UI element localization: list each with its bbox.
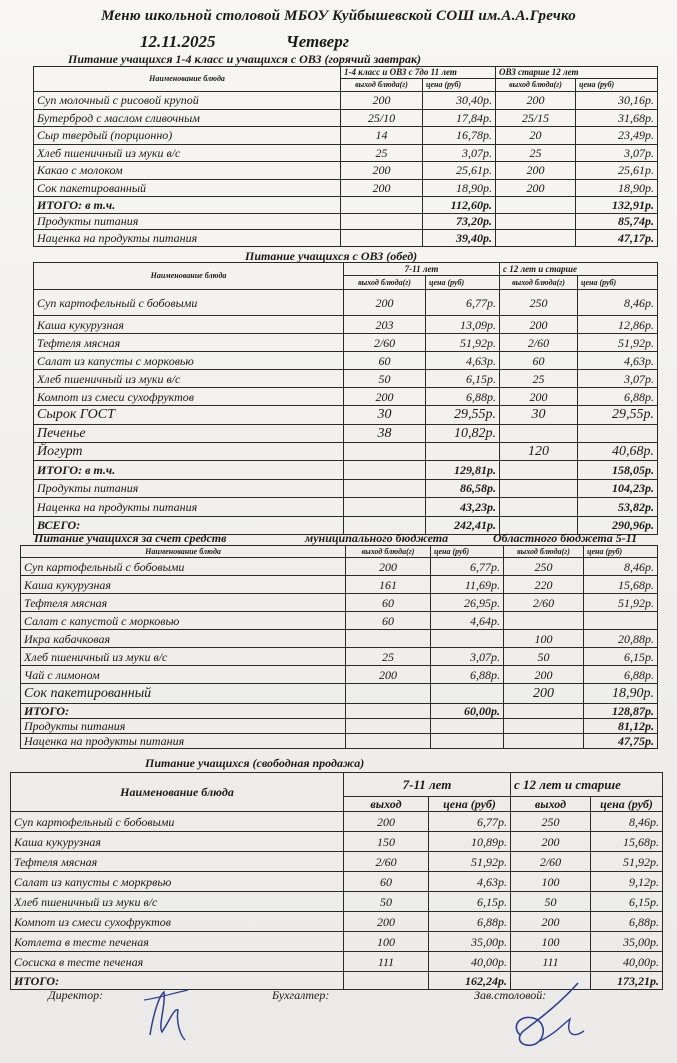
output-b: 200 xyxy=(504,684,584,704)
output-b: 200 xyxy=(496,92,576,110)
table-row xyxy=(34,109,658,127)
section1-title: Питание учащихся 1-4 класс и учащихся с ОВЗ (горячий завтрак) xyxy=(68,52,422,66)
table-row xyxy=(11,892,663,912)
dish-name: Хлеб пшеничный из муки в/с xyxy=(11,892,344,912)
output-a: 111 xyxy=(344,952,429,972)
empty-cell xyxy=(344,479,426,498)
col-header-output: выход блюда(г) xyxy=(496,79,576,92)
table-row xyxy=(34,406,658,425)
empty-cell xyxy=(341,230,423,247)
total-price-a xyxy=(431,719,504,734)
price-b: 8,46р. xyxy=(584,558,658,576)
accountant-label: Бухгалтер: xyxy=(272,988,330,1002)
total-label: ИТОГО: xyxy=(11,972,344,990)
menu-date: 12.11.2025 xyxy=(140,32,216,51)
dish-name: Суп картофельный с бобовыми xyxy=(34,290,344,316)
price-b: 3,07р. xyxy=(578,370,658,388)
total-label: Наценка на продукты питания xyxy=(34,498,344,517)
price-a: 26,95р. xyxy=(431,594,504,612)
dish-name: Компот из смеси сухофруктов xyxy=(11,912,344,932)
total-row xyxy=(21,734,658,749)
table-row xyxy=(34,352,658,370)
output-b: 2/60 xyxy=(500,334,578,352)
price-b: 8,46р. xyxy=(591,812,663,832)
total-row xyxy=(21,719,658,734)
col-header-dish: Наименование блюда xyxy=(34,67,341,92)
empty-cell xyxy=(496,230,576,247)
table-row xyxy=(11,912,663,932)
price-a: 17,84р. xyxy=(423,109,496,127)
output-b: 100 xyxy=(511,872,591,892)
output-a: 200 xyxy=(344,388,426,406)
section4-title: Питание учащихся (свободная продажа) xyxy=(145,756,365,770)
output-b: 30 xyxy=(500,406,578,425)
total-price-a: 43,23р. xyxy=(426,498,500,517)
dish-name: Бутерброд с маслом сливочным xyxy=(34,109,341,127)
output-a xyxy=(344,443,426,461)
output-a: 203 xyxy=(344,316,426,334)
empty-cell xyxy=(344,498,426,517)
price-a: 3,07р. xyxy=(431,648,504,666)
output-b: 25 xyxy=(496,144,576,162)
price-a: 10,89р. xyxy=(429,832,511,852)
table-row xyxy=(11,832,663,852)
empty-cell xyxy=(496,197,576,214)
table-row xyxy=(21,558,658,576)
col-header-price: цена (руб) xyxy=(578,276,658,290)
total-price-a: 60,00р. xyxy=(431,704,504,719)
director-label: Директор: xyxy=(48,988,104,1002)
empty-cell xyxy=(346,704,431,719)
price-a: 3,07р. xyxy=(423,144,496,162)
dish-name: Котлета в тесте печеная xyxy=(11,932,344,952)
price-a: 4,64р. xyxy=(431,612,504,630)
output-a: 60 xyxy=(344,352,426,370)
output-b: 200 xyxy=(500,388,578,406)
dish-name: Чай с лимоном xyxy=(21,666,346,684)
output-a: 161 xyxy=(346,576,431,594)
canteen-head-label: Зав.столовой: xyxy=(474,988,547,1002)
output-a xyxy=(346,630,431,648)
table-row xyxy=(21,684,658,704)
price-a: 6,77р. xyxy=(429,812,511,832)
table-row xyxy=(34,425,658,443)
col-header-dish: Наименование блюда xyxy=(34,263,344,290)
dish-name: Суп картофельный с бобовыми xyxy=(21,558,346,576)
total-row xyxy=(21,704,658,719)
total-price-a: 242,41р. xyxy=(426,516,500,535)
col-header-dish: Наименование блюда xyxy=(21,546,346,558)
col-header-dish: Наименование блюда xyxy=(11,773,344,812)
total-price-b: 53,82р. xyxy=(578,498,658,517)
output-b: 50 xyxy=(511,892,591,912)
col-header-price: цена (руб) xyxy=(591,797,663,812)
output-a: 25/10 xyxy=(341,109,423,127)
total-price-b: 132,91р. xyxy=(576,197,658,214)
output-a: 60 xyxy=(346,612,431,630)
output-a xyxy=(346,684,431,704)
col-header-output: выход xyxy=(511,797,591,812)
document-title: Меню школьной столовой МБОУ Куйбышевской СОШ им.А.А.Гречко xyxy=(101,8,576,24)
table-row xyxy=(34,92,658,110)
dish-name: Компот из смеси сухофруктов xyxy=(34,388,344,406)
table-row xyxy=(21,630,658,648)
empty-cell xyxy=(500,498,578,517)
output-b xyxy=(500,425,578,443)
dish-name: Салат из капусты с моркрвью xyxy=(11,872,344,892)
table-row xyxy=(11,852,663,872)
group-header-b: с 12 лет и старше xyxy=(500,263,658,276)
lunch-table xyxy=(33,262,658,535)
total-row xyxy=(34,230,658,247)
total-label: ВСЕГО: xyxy=(34,516,344,535)
table-row xyxy=(34,388,658,406)
output-a: 200 xyxy=(344,290,426,316)
output-b: 200 xyxy=(504,666,584,684)
dish-name: Икра кабачковая xyxy=(21,630,346,648)
output-a: 200 xyxy=(341,179,423,197)
price-a: 6,77р. xyxy=(426,290,500,316)
empty-cell xyxy=(346,734,431,749)
table-row xyxy=(21,594,658,612)
table-row xyxy=(34,144,658,162)
col-header-output: выход блюда(г) xyxy=(500,276,578,290)
price-a: 10,82р. xyxy=(426,425,500,443)
output-b: 50 xyxy=(504,648,584,666)
group-header-a: 7-11 лет xyxy=(344,773,511,797)
dish-name: Сок пакетированный xyxy=(34,179,341,197)
dish-name: Какао с молоком xyxy=(34,162,341,180)
total-label: Наценка на продукты питания xyxy=(21,734,346,749)
total-row xyxy=(34,498,658,517)
price-b: 51,92р. xyxy=(578,334,658,352)
total-price-a: 129,81р. xyxy=(426,461,500,480)
table-row xyxy=(34,127,658,145)
price-a: 6,15р. xyxy=(429,892,511,912)
group-header-b: ОВЗ старше 12 лет xyxy=(496,67,658,79)
output-b: 200 xyxy=(496,162,576,180)
output-a: 60 xyxy=(346,594,431,612)
total-price-b: 128,87р. xyxy=(584,704,658,719)
total-price-b: 158,05р. xyxy=(578,461,658,480)
table-row xyxy=(11,952,663,972)
total-price-a: 73,20р. xyxy=(423,213,496,230)
price-a: 6,88р. xyxy=(426,388,500,406)
table-row xyxy=(11,872,663,892)
price-b: 40,00р. xyxy=(591,952,663,972)
total-row xyxy=(34,197,658,214)
total-row xyxy=(34,461,658,480)
dish-name: Йогурт xyxy=(34,443,344,461)
output-b: 2/60 xyxy=(504,594,584,612)
output-b: 20 xyxy=(496,127,576,145)
section3-title-mid: муниципального бюджета xyxy=(305,531,449,545)
table-row xyxy=(21,648,658,666)
output-b: 250 xyxy=(504,558,584,576)
total-price-b: 47,75р. xyxy=(584,734,658,749)
output-b xyxy=(504,612,584,630)
dish-name: Тефтеля мясная xyxy=(21,594,346,612)
output-a: 50 xyxy=(344,370,426,388)
output-a: 200 xyxy=(341,92,423,110)
total-label: Продукты питания xyxy=(34,213,341,230)
price-b: 40,68р. xyxy=(578,443,658,461)
table-row xyxy=(21,666,658,684)
dish-name: Сок пакетированный xyxy=(21,684,346,704)
price-a: 6,77р. xyxy=(431,558,504,576)
output-a: 2/60 xyxy=(344,334,426,352)
total-price-b: 85,74р. xyxy=(576,213,658,230)
price-b: 6,88р. xyxy=(584,666,658,684)
total-label: Наценка на продукты питания xyxy=(34,230,341,247)
price-b: 51,92р. xyxy=(584,594,658,612)
price-a: 25,61р. xyxy=(423,162,496,180)
total-row xyxy=(34,479,658,498)
empty-cell xyxy=(500,479,578,498)
breakfast-table xyxy=(33,66,658,247)
price-b: 25,61р. xyxy=(576,162,658,180)
output-b: 25/15 xyxy=(496,109,576,127)
output-a: 200 xyxy=(346,558,431,576)
total-price-b: 173,21р. xyxy=(591,972,663,990)
price-b: 3,07р. xyxy=(576,144,658,162)
price-a: 29,55р. xyxy=(426,406,500,425)
output-b: 200 xyxy=(496,179,576,197)
price-a: 18,90р. xyxy=(423,179,496,197)
output-a: 150 xyxy=(344,832,429,852)
price-a: 13,09р. xyxy=(426,316,500,334)
table-row xyxy=(34,316,658,334)
price-b: 12,86р. xyxy=(578,316,658,334)
empty-cell xyxy=(496,213,576,230)
output-b: 2/60 xyxy=(511,852,591,872)
price-a: 16,78р. xyxy=(423,127,496,145)
price-a: 30,40р. xyxy=(423,92,496,110)
price-b: 6,15р. xyxy=(584,648,658,666)
dish-name: Суп картофельный с бобовыми xyxy=(11,812,344,832)
group-header-a: 1-4 класс и ОВЗ с 7до 11 лет xyxy=(341,67,496,79)
section2-title: Питание учащихся с ОВЗ (обед) xyxy=(245,249,418,263)
col-header-price: цена (руб) xyxy=(576,79,658,92)
output-a: 38 xyxy=(344,425,426,443)
group-header-b: с 12 лет и старше xyxy=(511,773,663,797)
dish-name: Хлеб пшеничный из муки в/с xyxy=(34,144,341,162)
price-b: 4,63р. xyxy=(578,352,658,370)
price-b: 15,68р. xyxy=(584,576,658,594)
price-a xyxy=(426,443,500,461)
output-a: 60 xyxy=(344,872,429,892)
output-b: 250 xyxy=(511,812,591,832)
total-price-a: 112,60р. xyxy=(423,197,496,214)
total-price-a: 86,58р. xyxy=(426,479,500,498)
col-header-output: выход блюда(г) xyxy=(344,276,426,290)
price-a: 35,00р. xyxy=(429,932,511,952)
dish-name: Каша кукурузная xyxy=(34,316,344,334)
price-b: 6,88р. xyxy=(578,388,658,406)
budget-table xyxy=(20,545,658,749)
output-b: 111 xyxy=(511,952,591,972)
price-b: 20,88р. xyxy=(584,630,658,648)
price-b: 31,68р. xyxy=(576,109,658,127)
price-a: 6,15р. xyxy=(426,370,500,388)
table-row xyxy=(34,290,658,316)
dish-name: Каша кукурузная xyxy=(21,576,346,594)
output-a: 25 xyxy=(341,144,423,162)
total-price-b: 290,96р. xyxy=(578,516,658,535)
table-row xyxy=(34,162,658,180)
price-a: 11,69р. xyxy=(431,576,504,594)
total-price-b: 47,17р. xyxy=(576,230,658,247)
col-header-output: выход блюда(г) xyxy=(341,79,423,92)
price-a: 40,00р. xyxy=(429,952,511,972)
empty-cell xyxy=(344,461,426,480)
total-label: Продукты питания xyxy=(21,719,346,734)
dish-name: Сырок ГОСТ xyxy=(34,406,344,425)
price-a: 6,88р. xyxy=(431,666,504,684)
empty-cell xyxy=(346,719,431,734)
price-b: 18,90р. xyxy=(576,179,658,197)
empty-cell xyxy=(504,734,584,749)
table-row xyxy=(34,370,658,388)
output-a: 200 xyxy=(344,912,429,932)
price-b: 51,92р. xyxy=(591,852,663,872)
output-b: 120 xyxy=(500,443,578,461)
table-row xyxy=(11,932,663,952)
canteen-head-signature xyxy=(500,975,610,1060)
dish-name: Сосиска в тесте печеная xyxy=(11,952,344,972)
total-label: Продукты питания xyxy=(34,479,344,498)
output-b: 250 xyxy=(500,290,578,316)
total-label: ИТОГО: в т.ч. xyxy=(34,461,344,480)
price-a: 51,92р. xyxy=(426,334,500,352)
dish-name: Салат с капустой с морковью xyxy=(21,612,346,630)
price-a: 4,63р. xyxy=(426,352,500,370)
price-b: 30,16р. xyxy=(576,92,658,110)
output-a: 200 xyxy=(346,666,431,684)
price-a: 4,63р. xyxy=(429,872,511,892)
output-b: 200 xyxy=(500,316,578,334)
empty-cell xyxy=(504,704,584,719)
section3-title-right: Областного бюджета 5-11 xyxy=(493,531,638,545)
col-header-output: выход xyxy=(344,797,429,812)
col-header-price: цена (руб) xyxy=(429,797,511,812)
output-a: 50 xyxy=(344,892,429,912)
total-price-b: 104,23р. xyxy=(578,479,658,498)
dish-name: Тефтеля мясная xyxy=(11,852,344,872)
price-b: 15,68р. xyxy=(591,832,663,852)
col-header-price: цена (руб) xyxy=(423,79,496,92)
table-row xyxy=(34,334,658,352)
col-header-price: цена (руб) xyxy=(584,546,658,558)
col-header-output: выход блюда(г) xyxy=(346,546,431,558)
price-b: 18,90р. xyxy=(584,684,658,704)
dish-name: Хлеб пшеничный из муки в/с xyxy=(21,648,346,666)
empty-cell xyxy=(500,461,578,480)
output-b: 100 xyxy=(504,630,584,648)
empty-cell xyxy=(344,972,429,990)
output-b: 200 xyxy=(511,832,591,852)
table-row xyxy=(34,179,658,197)
total-price-a: 162,24р. xyxy=(429,972,511,990)
table-row xyxy=(11,812,663,832)
total-price-a: 39,40р. xyxy=(423,230,496,247)
price-a: 6,88р. xyxy=(429,912,511,932)
empty-cell xyxy=(504,719,584,734)
output-a: 200 xyxy=(344,812,429,832)
output-b: 220 xyxy=(504,576,584,594)
dish-name: Каша кукурузная xyxy=(11,832,344,852)
table-row xyxy=(34,443,658,461)
price-b: 6,15р. xyxy=(591,892,663,912)
dish-name: Печенье xyxy=(34,425,344,443)
price-b: 9,12р. xyxy=(591,872,663,892)
price-a: 51,92р. xyxy=(429,852,511,872)
output-b: 60 xyxy=(500,352,578,370)
output-a: 30 xyxy=(344,406,426,425)
price-a xyxy=(431,684,504,704)
output-b: 25 xyxy=(500,370,578,388)
empty-cell xyxy=(341,197,423,214)
table-row xyxy=(21,576,658,594)
output-a: 2/60 xyxy=(344,852,429,872)
section3-title-left: Питание учащихся за счет средств xyxy=(34,531,227,545)
dish-name: Тефтеля мясная xyxy=(34,334,344,352)
table-row xyxy=(21,612,658,630)
total-price-a xyxy=(431,734,504,749)
free-sale-table xyxy=(10,772,663,990)
empty-cell xyxy=(341,213,423,230)
dish-name: Сыр твердый (порционно) xyxy=(34,127,341,145)
output-a: 100 xyxy=(344,932,429,952)
dish-name: Хлеб пшеничный из муки в/с xyxy=(34,370,344,388)
price-b: 8,46р. xyxy=(578,290,658,316)
price-b: 6,88р. xyxy=(591,912,663,932)
col-header-price: цена (руб) xyxy=(431,546,504,558)
dish-name: Суп молочный с рисовой крупой xyxy=(34,92,341,110)
total-label: ИТОГО: xyxy=(21,704,346,719)
price-b xyxy=(584,612,658,630)
price-a xyxy=(431,630,504,648)
menu-weekday: Четверг xyxy=(286,32,349,51)
total-label: ИТОГО: в т.ч. xyxy=(34,197,341,214)
output-b: 200 xyxy=(511,912,591,932)
dish-name: Салат из капусты с морковью xyxy=(34,352,344,370)
total-price-b: 81,12р. xyxy=(584,719,658,734)
price-b: 35,00р. xyxy=(591,932,663,952)
group-header-a: 7-11 лет xyxy=(344,263,500,276)
total-row xyxy=(34,213,658,230)
price-b: 23,49р. xyxy=(576,127,658,145)
output-b: 100 xyxy=(511,932,591,952)
col-header-output: выход блюда(г) xyxy=(504,546,584,558)
price-b: 29,55р. xyxy=(578,406,658,425)
price-b xyxy=(578,425,658,443)
output-a: 14 xyxy=(341,127,423,145)
output-a: 200 xyxy=(341,162,423,180)
output-a: 25 xyxy=(346,648,431,666)
col-header-price: цена (руб) xyxy=(426,276,500,290)
director-signature xyxy=(140,980,200,1050)
